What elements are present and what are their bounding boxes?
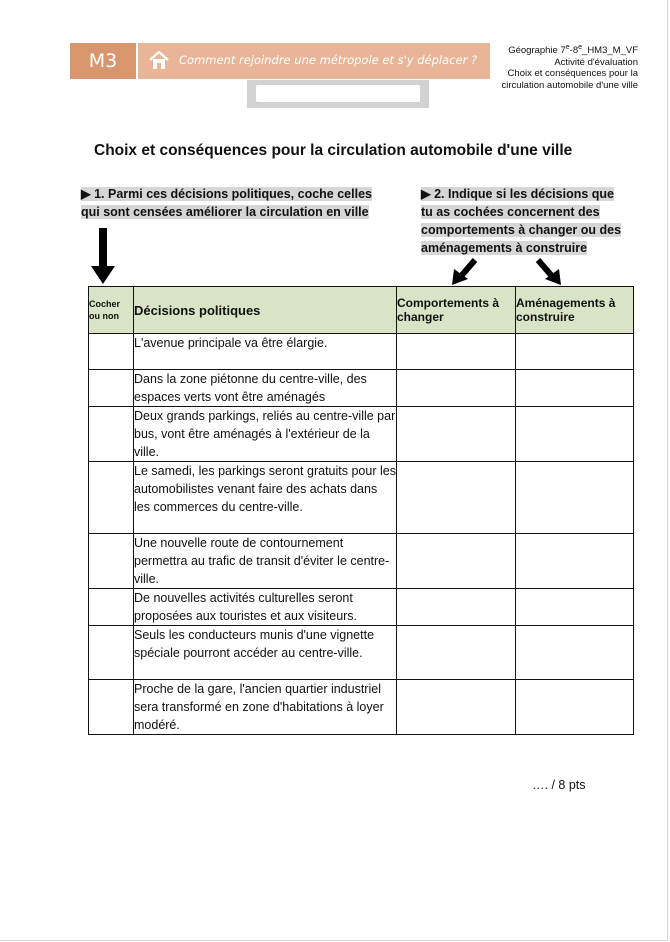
infrastructure-cell[interactable] (516, 334, 634, 370)
check-cell[interactable] (89, 370, 134, 407)
table-row (89, 462, 634, 534)
header-infrastructure: Aménagements à construire (516, 287, 634, 334)
table-row (89, 680, 634, 735)
table-row (89, 370, 634, 407)
infrastructure-cell[interactable] (516, 626, 634, 680)
name-field[interactable] (247, 80, 429, 108)
meta-activity: Activité d'évaluation (554, 56, 638, 68)
instruction-2-line2: tu as cochées concernent des (421, 205, 600, 219)
behaviour-cell[interactable] (397, 680, 516, 735)
house-icon (148, 49, 170, 71)
decision-cell: Seuls les conducteurs munis d'une vignette spéciale pourront accéder au centre-ville. (134, 626, 397, 680)
table-row (89, 534, 634, 589)
table-row (89, 626, 634, 680)
instruction-1-line1: ▶ 1. Parmi ces décisions politiques, coche celles (81, 187, 372, 201)
decision-cell: Une nouvelle route de contournement permettra au trafic de transit d'éviter le centre-ville. (134, 534, 397, 589)
behaviour-cell[interactable] (397, 334, 516, 370)
behaviour-cell[interactable] (397, 626, 516, 680)
instruction-2-line1: ▶ 2. Indique si les décisions que (421, 187, 614, 201)
check-cell[interactable] (89, 534, 134, 589)
document-meta (438, 42, 638, 91)
instruction-1 (81, 185, 401, 221)
decision-cell: L'avenue principale va être élargie. (134, 334, 397, 370)
arrow-down-left-icon (450, 257, 480, 287)
header-decision: Décisions politiques (134, 287, 397, 334)
score-label: …. / 8 pts (532, 778, 586, 792)
table-header-row (89, 287, 634, 334)
decision-cell: Proche de la gare, l'ancien quartier industriel sera transformé en zone d'habitations à loyer modéré. (134, 680, 397, 735)
meta-code: Géographie 7e-8e_HM3_M_VF (508, 44, 638, 57)
instruction-2 (421, 185, 641, 257)
decision-cell: De nouvelles activités culturelles seront proposées aux touristes et aux visiteurs. (134, 589, 397, 626)
table-row (89, 334, 634, 370)
decision-cell: Le samedi, les parkings seront gratuits pour les automobilistes venant faire des achats dans les commerces du centre-ville. (134, 462, 397, 534)
module-subtitle: Comment rejoindre une métropole et s'y déplacer ? (179, 53, 478, 67)
page-title: Choix et conséquences pour la circulation automobile d'une ville (94, 142, 573, 159)
behaviour-cell[interactable] (397, 407, 516, 462)
infrastructure-cell[interactable] (516, 370, 634, 407)
decision-cell: Dans la zone piétonne du centre-ville, des espaces verts vont être aménagés (134, 370, 397, 407)
infrastructure-cell[interactable] (516, 534, 634, 589)
header-behaviour: Comportements à changer (397, 287, 516, 334)
check-cell[interactable] (89, 626, 134, 680)
instruction-2-line3: comportements à changer ou des (421, 223, 622, 237)
check-cell[interactable] (89, 407, 134, 462)
instruction-2-line4: aménagements à construire (421, 241, 588, 255)
check-cell[interactable] (89, 462, 134, 534)
infrastructure-cell[interactable] (516, 462, 634, 534)
instruction-1-line2: qui sont censées améliorer la circulation en ville (81, 205, 369, 219)
behaviour-cell[interactable] (397, 370, 516, 407)
infrastructure-cell[interactable] (516, 680, 634, 735)
decision-cell: Deux grands parkings, reliés au centre-ville par bus, vont être aménagés à l'extérieur de la ville. (134, 407, 397, 462)
infrastructure-cell[interactable] (516, 407, 634, 462)
module-badge: M3 (70, 43, 136, 79)
name-field-inner[interactable] (256, 85, 420, 102)
table-row (89, 589, 634, 626)
infrastructure-cell[interactable] (516, 589, 634, 626)
behaviour-cell[interactable] (397, 534, 516, 589)
meta-topic-line2: circulation automobile d'une ville (501, 79, 638, 91)
table-row (89, 407, 634, 462)
check-cell[interactable] (89, 334, 134, 370)
arrow-down-right-icon (533, 257, 563, 287)
behaviour-cell[interactable] (397, 589, 516, 626)
meta-topic-line1: Choix et conséquences pour la (507, 68, 638, 80)
arrow-down-icon (91, 228, 115, 286)
header-check: Cocher ou non (89, 287, 134, 334)
check-cell[interactable] (89, 680, 134, 735)
decisions-table (88, 286, 634, 735)
behaviour-cell[interactable] (397, 462, 516, 534)
check-cell[interactable] (89, 589, 134, 626)
